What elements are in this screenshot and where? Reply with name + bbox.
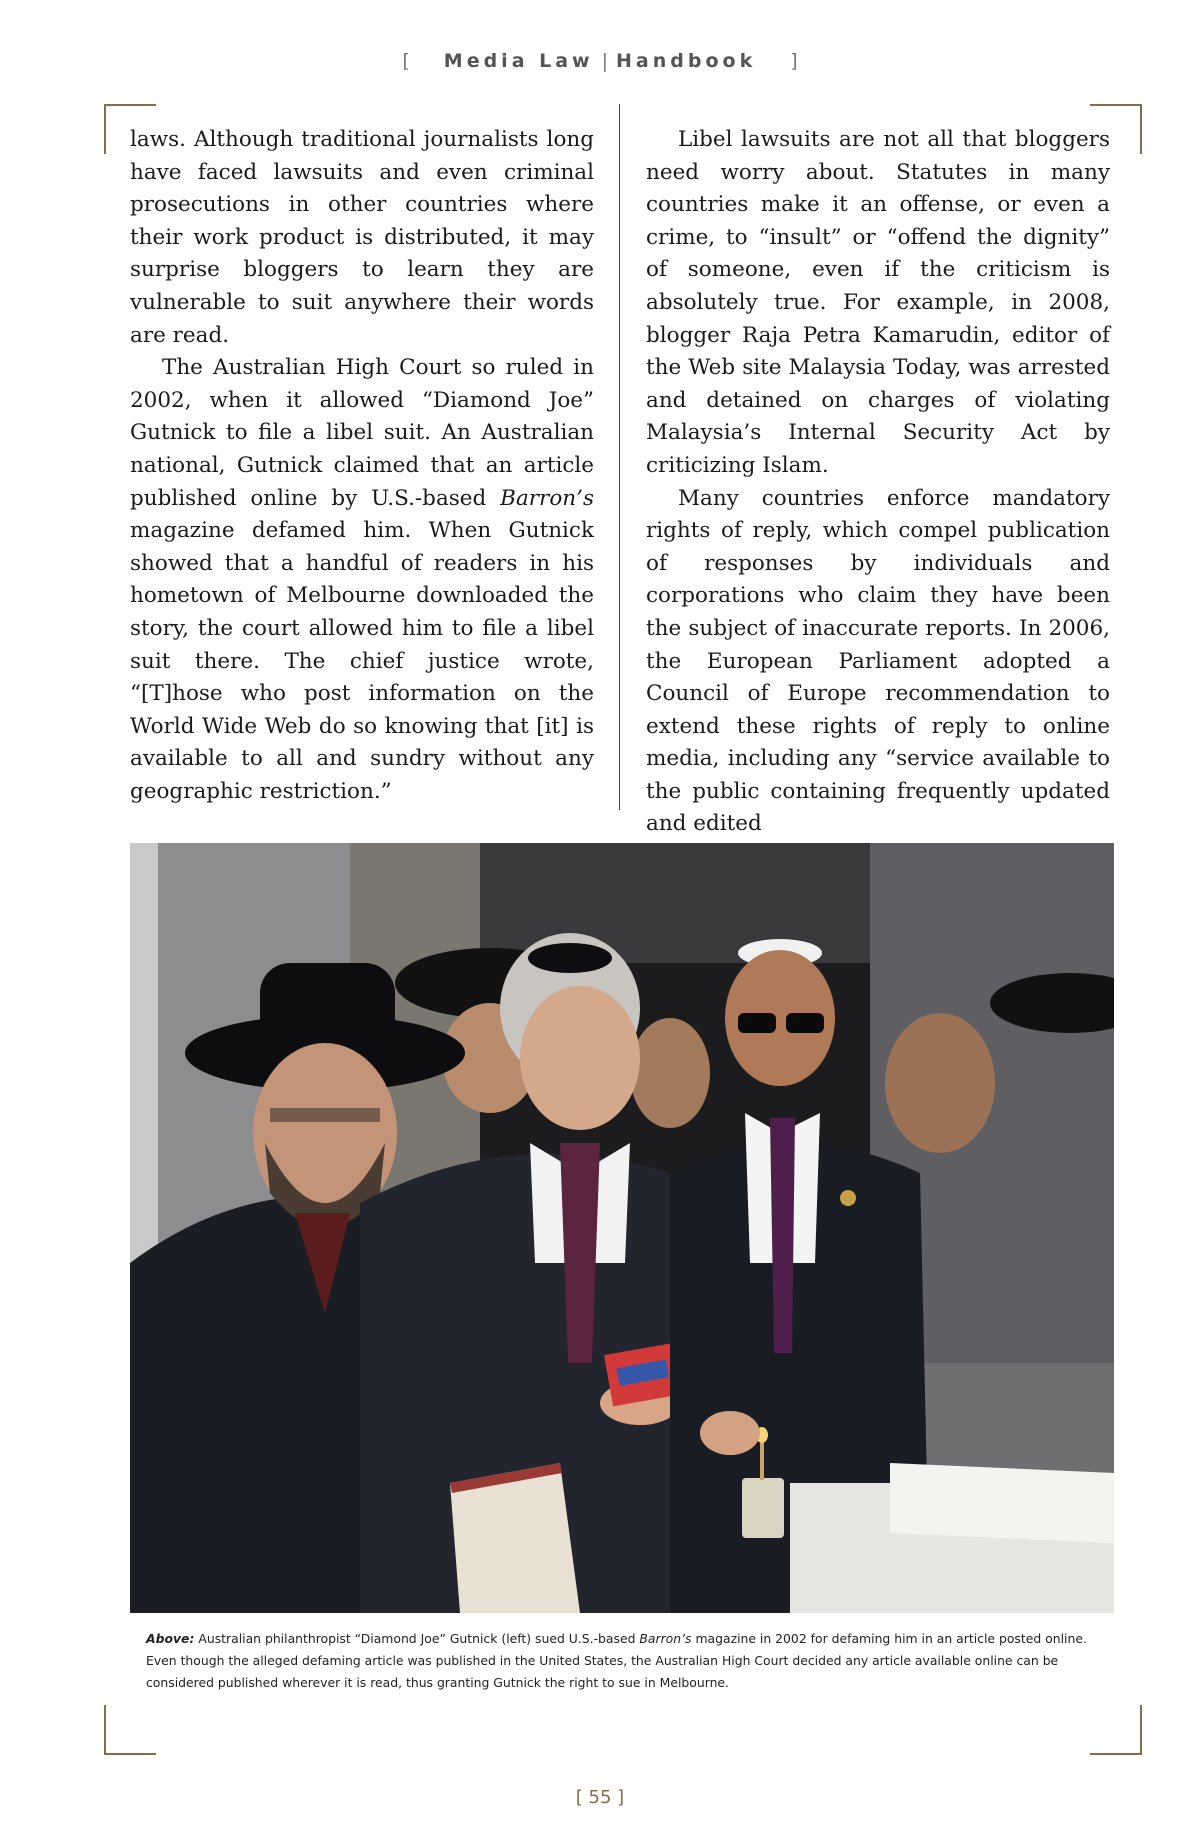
right-column — [646, 124, 1110, 841]
caption-lead: Above: — [146, 1631, 195, 1646]
photo-caption — [146, 1628, 1106, 1694]
right-paragraph-2: Many countries enforce mandatory rights of reply, which compel publication of responses by individuals and corporations who claim they have been the subject of inaccurate reports. In 2006, the European Parliament adopted a Council of Europe recommendation to extend these rights of reply to online media, including any “service available to the public containing frequently updated and edited — [646, 485, 1110, 837]
left-paragraph-2-start: The Australian High Court so ruled in 2002, when it allowed “Diamond Joe” Gutnick to file a libel suit. An Australian national, Gutnick claimed that an article published online by U.S.-based — [130, 355, 594, 511]
caption-text-end: magazine in 2002 for defaming him in an article posted online. Even though the alleged defaming article was published in the United States, the Australian High Court decided any article available online can be considered published wherever it is read, thus granting Gutnick the right to sue in Melbourne. — [146, 1631, 1087, 1690]
left-column — [130, 124, 594, 808]
right-paragraph-1: Libel lawsuits are not all that bloggers need worry about. Statutes in many countries make it an offense, or even a crime, to “insult” or “offend the dignity” of someone, even if the criticism is absolutely true. For example, in 2008, blogger Raja Petra Kamarudin, editor of the Web site Malaysia Today, was arrested and detained on charges of violating Malaysia’s Internal Security Act by criticizing Islam. — [646, 127, 1110, 478]
corner-bracket-bottom-left — [104, 1705, 156, 1755]
caption-publication-name: Barron’s — [639, 1631, 692, 1646]
header-bracket-close: ] — [790, 50, 798, 72]
photo-illustration — [130, 843, 1114, 1613]
running-header — [0, 50, 1200, 72]
corner-bracket-bottom-right — [1090, 1705, 1142, 1755]
header-separator: | — [601, 50, 609, 72]
publication-name: Barron’s — [500, 485, 594, 511]
caption-text-start: Australian philanthropist “Diamond Joe” Gutnick (left) sued U.S.-based — [194, 1631, 640, 1646]
header-bracket-open: [ — [402, 50, 410, 72]
header-section: Media Law — [443, 50, 594, 72]
left-paragraph-1: laws. Although traditional journalists long have faced lawsuits and even criminal prosecutions in other countries where their work product is distributed, it may surprise bloggers to learn they are vulnerable to suit anywhere their words are read. — [130, 127, 594, 348]
left-paragraph-2-end: magazine defamed him. When Gutnick showed that a handful of readers in his hometown of Melbourne downloaded the story, the court allowed him to file a libel suit there. The chief justice wrote, “[T]hose who post information on the World Wide Web do so knowing that [it] is available to all and sundry without any geographic restriction.” — [130, 518, 594, 804]
header-book: Handbook — [616, 50, 757, 72]
left-paragraph-2 — [130, 352, 594, 808]
news-photo — [130, 843, 1114, 1613]
column-divider — [619, 104, 620, 810]
page-number: [ 55 ] — [575, 1787, 625, 1808]
